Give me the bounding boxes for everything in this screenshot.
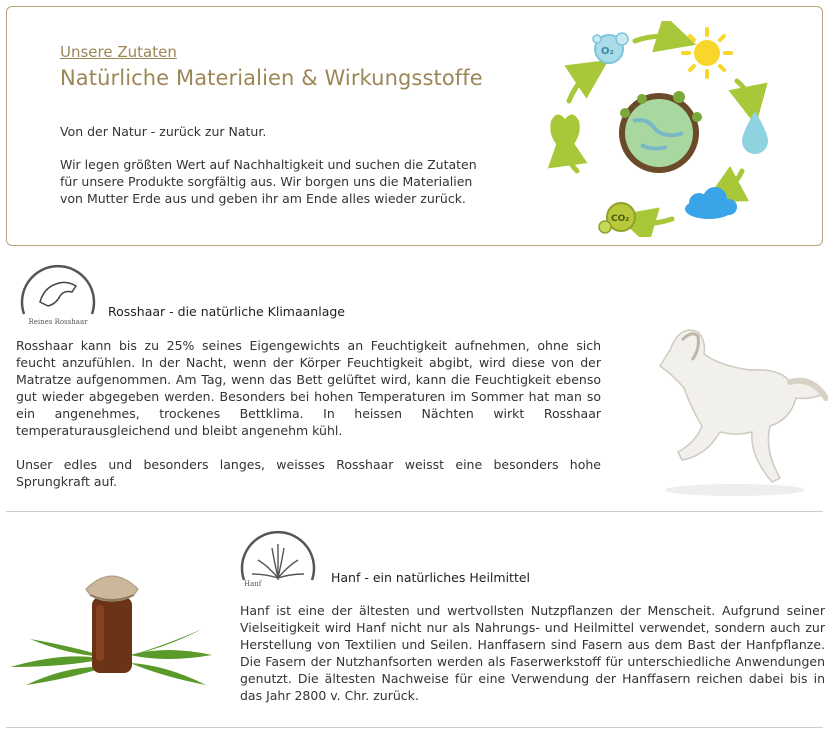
section-divider: [6, 727, 823, 728]
intro-paragraph: Von der Natur - zurück zur Natur.: [60, 124, 267, 139]
horse-head-icon: [40, 282, 76, 306]
rosshaar-paragraph: Unser edles und besonders langes, weisses Rosshaar weisst eine besonders hohe Sprungkraft auf.: [16, 457, 601, 489]
hemp-logo-text: Hanf: [244, 580, 262, 588]
section-body-rosshaar: [16, 337, 601, 507]
white-horse-image: [640, 310, 828, 500]
carbon-label: CO₂: [611, 214, 630, 224]
section-title-rosshaar: Rosshaar - die natürliche Klimaanlage: [108, 304, 345, 319]
carbon-dioxide-bubble-icon: [599, 203, 635, 233]
rosshaar-paragraph: Rosshaar kann bis zu 25% seines Eigengewichts an Feuchtigkeit aufnehmen, ohne sich feucht anzufühlen. In der Nacht, wenn der Körper Feuchtigkeit abgibt, wird diese von der Matratze aufgenommen. Am Tag, wenn das Bett gelüftet wird, kann die Feuchtigkeit ebenso gut wieder abgegeben werden. Besonders bei hohen Temperaturen im Sommer hat man so ein angenehmes, trockenes Bettklima. In heissen Nächten wirkt Rosshaar temperaturausgleichend und bleibt angenehm kühl.: [16, 338, 601, 438]
intro-kicker-link[interactable]: Unsere Zutaten: [60, 43, 177, 61]
oxygen-bubble-icon: [593, 33, 628, 63]
intro-box: [6, 6, 823, 246]
horsehair-logo-text: Reines Rosshaar: [28, 318, 88, 326]
section-title-hanf: Hanf - ein natürliches Heilmittel: [331, 570, 531, 585]
hemp-oil-bottle-image: [6, 555, 224, 705]
intro-text: [60, 123, 485, 223]
cloud-icon: [685, 187, 737, 219]
sun-icon: [683, 29, 731, 77]
water-drop-icon: [742, 111, 768, 154]
earth-icon: [619, 91, 702, 173]
oxygen-label: O₂: [601, 46, 614, 57]
nature-cycle-illustration: [537, 21, 787, 237]
page-title: Natürliche Materialien & Wirkungsstoffe: [60, 66, 483, 90]
leaf-icon: [550, 114, 579, 153]
section-body-hanf: Hanf ist eine der ältesten und wertvollsten Nutzpflanzen der Menscheit. Aufgrund seiner Vielseitigkeit wird Hanf nicht nur als Nahrungs- und Heilmittel verwendet, sondern auch zur Herstellung von Textilien und Seilen. Hanffasern sind Fasern aus dem Bast der Hanfpflanze. Die Fasern der Nutzhanfsorten werden als Faserwerkstoff für unterschiedliche Anwendungen genutzt. Die ältesten Nachweise für eine Verwendung der Hanffasern reichen dabei bis in das Jahr 2800 v. Chr. zurück.: [240, 603, 825, 703]
hemp-leaf-icon: [252, 544, 304, 580]
intro-paragraph: Wir legen größten Wert auf Nachhaltigkeit und suchen die Zutaten für unsere Produkte sorgfältig aus. Wir borgen uns die Materialien von Mutter Erde aus und geben ihr am Ende alles wieder zurück.: [60, 157, 477, 206]
section-divider: [6, 511, 823, 512]
